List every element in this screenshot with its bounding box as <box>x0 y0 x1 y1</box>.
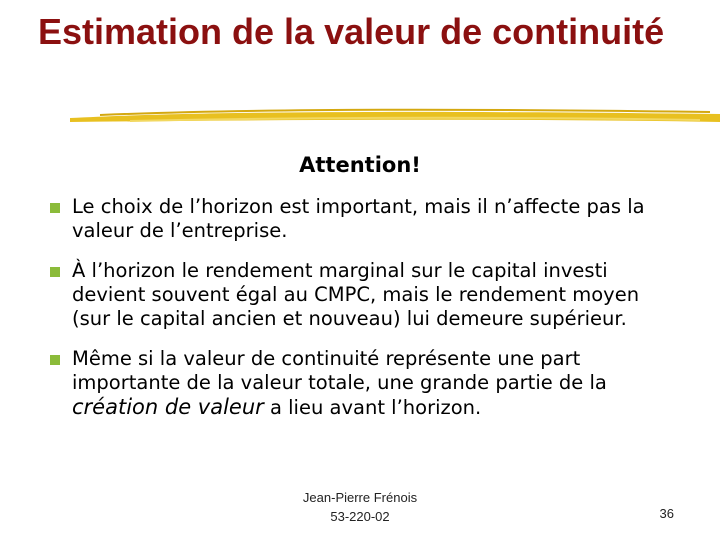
bullet-item <box>50 259 670 331</box>
bullet-square-icon <box>50 267 60 277</box>
bullet-text-before: Même si la valeur de continuité représente une part importante de la valeur totale, une grande partie de la <box>72 347 607 394</box>
subheading <box>0 153 720 177</box>
bullet-item <box>50 195 670 243</box>
footer-author: Jean-Pierre Frénois <box>302 490 418 505</box>
bullet-item <box>50 347 670 420</box>
bullet-list <box>50 195 670 436</box>
bullet-square-icon <box>50 355 60 365</box>
bullet-text-after: a lieu avant l’horizon. <box>263 396 482 419</box>
bullet-text: À l’horizon le rendement marginal sur le capital investi devient souvent égal au CMPC, mais le rendement moyen (sur le capital ancien et nouveau) lui demeure supérieur. <box>72 259 640 330</box>
slide-title: Estimation de la valeur de continuité <box>38 11 665 52</box>
bullet-text: Le choix de l’horizon est important, mais il n’affecte pas la valeur de l’entreprise. <box>72 195 645 242</box>
page-number: 36 <box>659 506 674 521</box>
bullet-emphasis: création de valeur <box>72 395 264 419</box>
slide-footer <box>250 488 470 526</box>
title-underline-decoration <box>70 100 720 130</box>
bullet-square-icon <box>50 203 60 213</box>
footer-code: 53-220-02 <box>330 509 390 524</box>
subheading-text: Attention! <box>299 153 421 177</box>
